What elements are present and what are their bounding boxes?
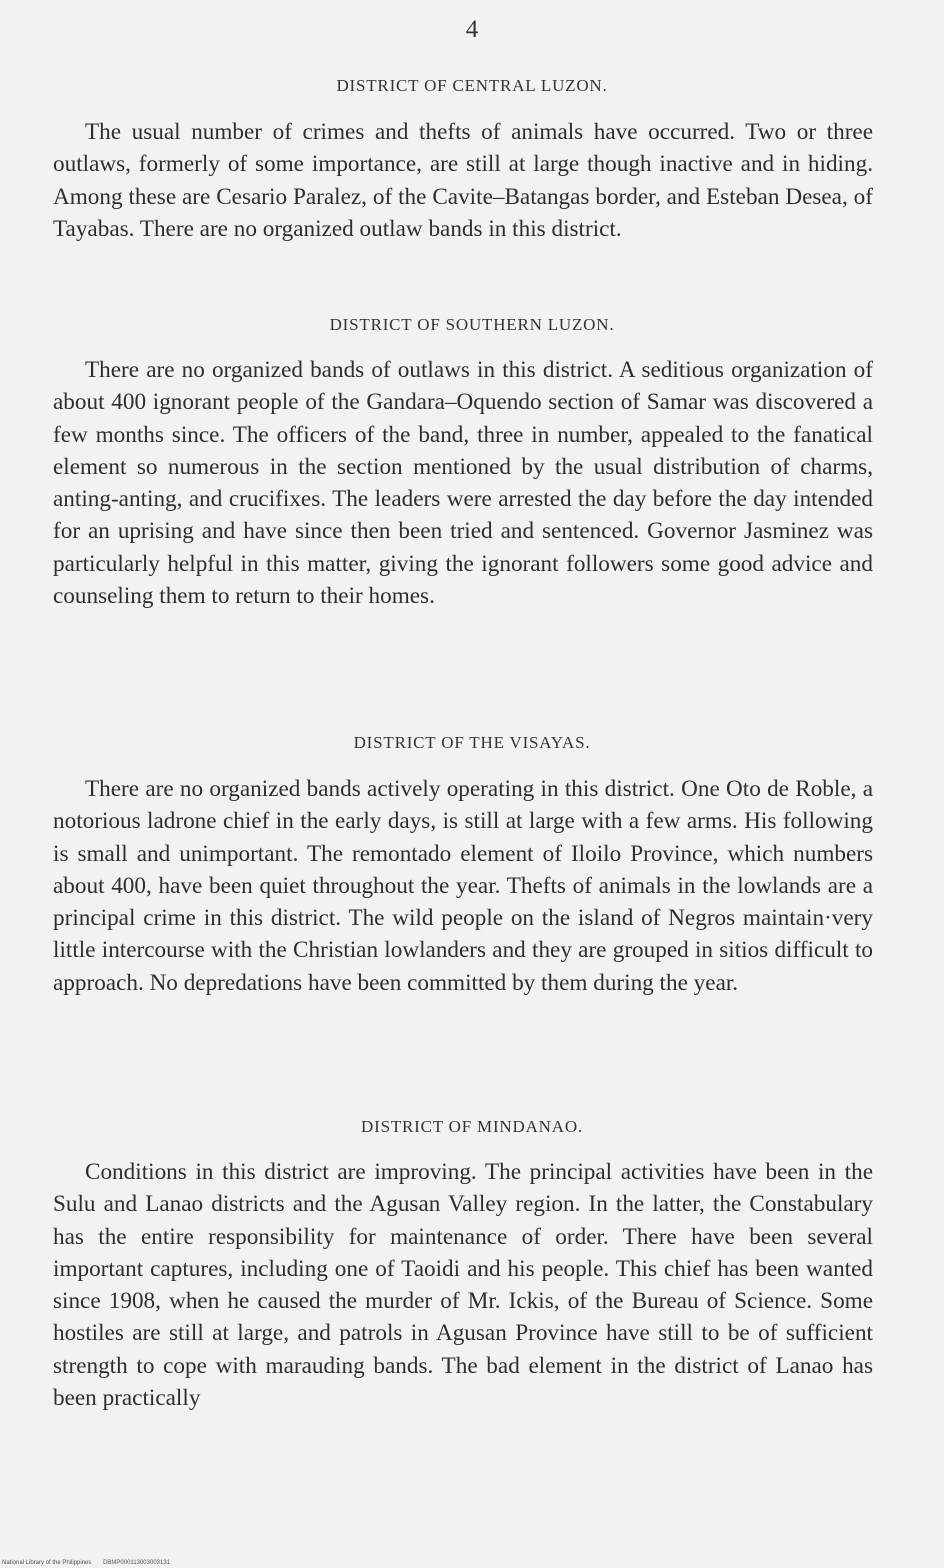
section-heading-visayas: DISTRICT OF THE VISAYAS.: [353, 733, 591, 752]
section-paragraph-central-luzon: The usual number of crimes and thefts of animals have occurred. Two or three outlaws, formerly of some importance, are still at large though inactive and in hiding. Among these are Cesario Paralez, of the Cavite–Batangas border, and Esteban Desea, of Tayabas. There are no organized outlaw bands in this district.: [53, 119, 873, 242]
section-heading-mindanao: DISTRICT OF MINDANAO.: [361, 1117, 583, 1136]
section-heading-central-luzon: DISTRICT OF CENTRAL LUZON.: [336, 76, 608, 95]
section-paragraph-visayas: There are no organized bands actively operating in this district. One Oto de Roble, a notorious ladrone chief in the early days, is still at large with a few arms. His following is small and unimportant. The remontado element of Iloilo Province, which numbers about 400, have been quiet throughout the year. Thefts of animals in the lowlands are a principal crime in this district. The wild people on the island of Negros maintain·very little intercourse with the Christian lowlanders and they are grouped in sitios difficult to approach. No depredations have been committed by them during the year.: [53, 776, 873, 996]
footer-id: DBMP000113003003131: [103, 1560, 171, 1566]
section-paragraph-mindanao: Conditions in this district are improving. The principal activities have been in the Sulu and Lanao districts and the Agusan Valley region. In the latter, the Constabulary has the entire responsibility for maintenance of order. There have been several important captures, including one of Taoidi and his people. This chief has been wanted since 1908, when he caused the murder of Mr. Ickis, of the Bureau of Science. Some hostiles are still at large, and patrols in Agusan Province have still to be of sufficient strength to cope with marauding bands. The bad element in the district of Lanao has been practically: [53, 1159, 873, 1412]
scan-footer: [2, 1560, 170, 1566]
page-number: 4: [465, 16, 479, 43]
section-paragraph-southern-luzon: There are no organized bands of outlaws in this district. A seditious organization of about 400 ignorant people of the Gandara–Oquendo section of Samar was discovered a few months since. The officers of the band, three in number, appealed to the fanatical element so numerous in the section mentioned by the usual distribution of charms, anting-anting, and crucifixes. The leaders were arrested the day before the day intended for an uprising and have since then been tried and sentenced. Governor Jasminez was particularly helpful in this matter, giving the ignorant followers some good advice and counseling them to return to their homes.: [53, 357, 873, 610]
footer-library: National Library of the Philippines: [2, 1560, 92, 1566]
section-heading-southern-luzon: DISTRICT OF SOUTHERN LUZON.: [329, 315, 615, 334]
